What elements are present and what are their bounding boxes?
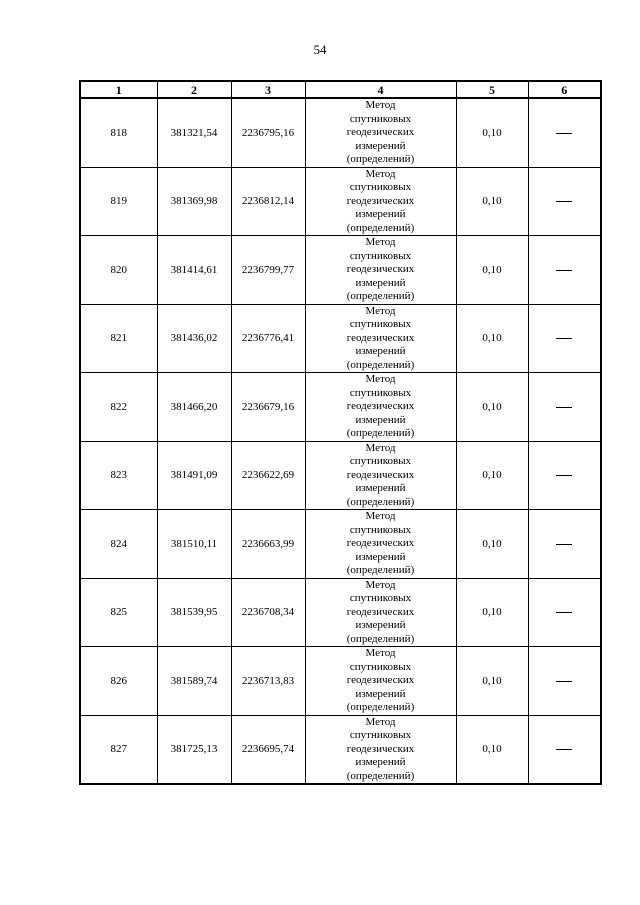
note-cell	[528, 441, 601, 510]
method-cell	[305, 647, 456, 716]
method-line: спутниковых	[349, 729, 412, 741]
table-row	[80, 167, 601, 236]
method-cell	[305, 167, 456, 236]
method-line: спутниковых	[349, 455, 412, 467]
dash-mark	[556, 681, 572, 682]
x-coordinate-cell: 381466,20	[157, 373, 231, 442]
note-cell	[528, 236, 601, 305]
dash-mark	[556, 544, 572, 545]
method-line: измерений	[355, 482, 406, 494]
dash-mark	[556, 270, 572, 271]
table-body	[80, 98, 601, 784]
method-cell	[305, 304, 456, 373]
table-row	[80, 647, 601, 716]
method-line: Метод	[365, 441, 396, 454]
accuracy-cell: 0,10	[456, 167, 528, 236]
table-row	[80, 715, 601, 784]
header-col-4: 4	[305, 81, 456, 98]
dash-mark	[556, 612, 572, 613]
method-line: (определений)	[346, 221, 415, 234]
method-line: (определений)	[346, 495, 415, 508]
point-number-cell: 825	[80, 578, 157, 647]
method-cell	[305, 715, 456, 784]
x-coordinate-cell: 381725,13	[157, 715, 231, 784]
accuracy-cell: 0,10	[456, 578, 528, 647]
method-cell	[305, 441, 456, 510]
method-line: измерений	[355, 139, 406, 152]
note-cell	[528, 304, 601, 373]
x-coordinate-cell: 381491,09	[157, 441, 231, 510]
table-row	[80, 441, 601, 510]
point-number-cell: 827	[80, 715, 157, 784]
y-coordinate-cell: 2236713,83	[231, 647, 305, 716]
y-coordinate-cell: 2236795,16	[231, 98, 305, 167]
x-coordinate-cell: 381510,11	[157, 510, 231, 579]
method-line: спутниковых	[349, 112, 412, 125]
method-line: (определений)	[346, 358, 415, 371]
method-line: Метод	[365, 373, 396, 385]
method-line: геодезических	[346, 468, 415, 481]
method-line: (определений)	[346, 427, 415, 439]
method-line: Метод	[365, 236, 396, 248]
note-cell	[528, 715, 601, 784]
header-row	[80, 81, 601, 98]
y-coordinate-cell: 2236776,41	[231, 304, 305, 373]
method-line: спутниковых	[349, 181, 412, 193]
method-cell	[305, 373, 456, 442]
accuracy-cell: 0,10	[456, 304, 528, 373]
y-coordinate-cell: 2236663,99	[231, 510, 305, 579]
x-coordinate-cell: 381589,74	[157, 647, 231, 716]
note-cell	[528, 98, 601, 167]
method-cell	[305, 510, 456, 579]
header-col-1: 1	[80, 81, 157, 98]
method-line: Метод	[365, 167, 396, 180]
header-col-5: 5	[456, 81, 528, 98]
method-line: (определений)	[346, 290, 415, 302]
method-line: (определений)	[346, 701, 415, 713]
point-number-cell: 820	[80, 236, 157, 305]
accuracy-cell: 0,10	[456, 441, 528, 510]
accuracy-cell: 0,10	[456, 715, 528, 784]
method-line: (определений)	[346, 153, 415, 165]
y-coordinate-cell: 2236695,74	[231, 715, 305, 784]
page-number: 54	[313, 42, 327, 57]
table-row	[80, 510, 601, 579]
method-line: измерений	[355, 550, 406, 563]
accuracy-cell: 0,10	[456, 373, 528, 442]
point-number-cell: 824	[80, 510, 157, 579]
point-number-cell: 821	[80, 304, 157, 373]
method-cell	[305, 98, 456, 167]
header-col-3: 3	[231, 81, 305, 98]
table-row	[80, 236, 601, 305]
y-coordinate-cell: 2236812,14	[231, 167, 305, 236]
method-line: геодезических	[346, 605, 415, 618]
method-cell	[305, 236, 456, 305]
method-line: геодезических	[346, 400, 415, 412]
method-line: Метод	[365, 715, 396, 728]
method-line: измерений	[355, 619, 406, 631]
method-line: Метод	[365, 510, 396, 522]
table-header	[80, 81, 601, 98]
note-cell	[528, 167, 601, 236]
x-coordinate-cell: 381369,98	[157, 167, 231, 236]
method-line: геодезических	[346, 331, 415, 344]
y-coordinate-cell: 2236799,77	[231, 236, 305, 305]
table-row	[80, 304, 601, 373]
y-coordinate-cell: 2236622,69	[231, 441, 305, 510]
method-line: измерений	[355, 345, 406, 357]
method-line: измерений	[355, 413, 406, 426]
method-line: спутниковых	[349, 592, 412, 604]
accuracy-cell: 0,10	[456, 236, 528, 305]
point-number-cell: 818	[80, 98, 157, 167]
method-line: спутниковых	[349, 660, 412, 673]
table-row	[80, 98, 601, 167]
method-line: спутниковых	[349, 249, 412, 262]
method-line: измерений	[355, 276, 406, 289]
note-cell	[528, 647, 601, 716]
method-line: Метод	[365, 304, 396, 317]
point-number-cell: 819	[80, 167, 157, 236]
y-coordinate-cell: 2236679,16	[231, 373, 305, 442]
accuracy-cell: 0,10	[456, 98, 528, 167]
method-line: Метод	[365, 578, 396, 591]
x-coordinate-cell: 381436,02	[157, 304, 231, 373]
y-coordinate-cell: 2236708,34	[231, 578, 305, 647]
accuracy-cell: 0,10	[456, 510, 528, 579]
table-row	[80, 373, 601, 442]
method-line: геодезических	[346, 674, 415, 686]
method-line: геодезических	[346, 194, 415, 207]
method-line: (определений)	[346, 769, 415, 782]
method-line: геодезических	[346, 537, 415, 549]
method-line: измерений	[355, 756, 406, 768]
dash-mark	[556, 475, 572, 476]
method-line: (определений)	[346, 564, 415, 576]
dash-mark	[556, 201, 572, 202]
method-line: спутниковых	[349, 523, 412, 536]
dash-mark	[556, 338, 572, 339]
dash-mark	[556, 407, 572, 408]
method-line: геодезических	[346, 263, 415, 275]
method-cell	[305, 578, 456, 647]
note-cell	[528, 578, 601, 647]
dash-mark	[556, 133, 572, 134]
point-number-cell: 822	[80, 373, 157, 442]
header-col-6: 6	[528, 81, 601, 98]
note-cell	[528, 373, 601, 442]
accuracy-cell: 0,10	[456, 647, 528, 716]
table-row	[80, 578, 601, 647]
method-line: геодезических	[346, 742, 415, 755]
x-coordinate-cell: 381414,61	[157, 236, 231, 305]
method-line: Метод	[365, 647, 396, 659]
note-cell	[528, 510, 601, 579]
dash-mark	[556, 749, 572, 750]
point-number-cell: 826	[80, 647, 157, 716]
method-line: геодезических	[346, 126, 415, 138]
method-line: спутниковых	[349, 386, 412, 399]
header-col-2: 2	[157, 81, 231, 98]
method-line: (определений)	[346, 632, 415, 645]
method-line: измерений	[355, 208, 406, 220]
x-coordinate-cell: 381321,54	[157, 98, 231, 167]
x-coordinate-cell: 381539,95	[157, 578, 231, 647]
point-number-cell: 823	[80, 441, 157, 510]
method-line: измерений	[355, 687, 406, 700]
coordinates-table	[79, 80, 602, 785]
method-line: Метод	[365, 99, 396, 111]
method-line: спутниковых	[349, 318, 412, 330]
